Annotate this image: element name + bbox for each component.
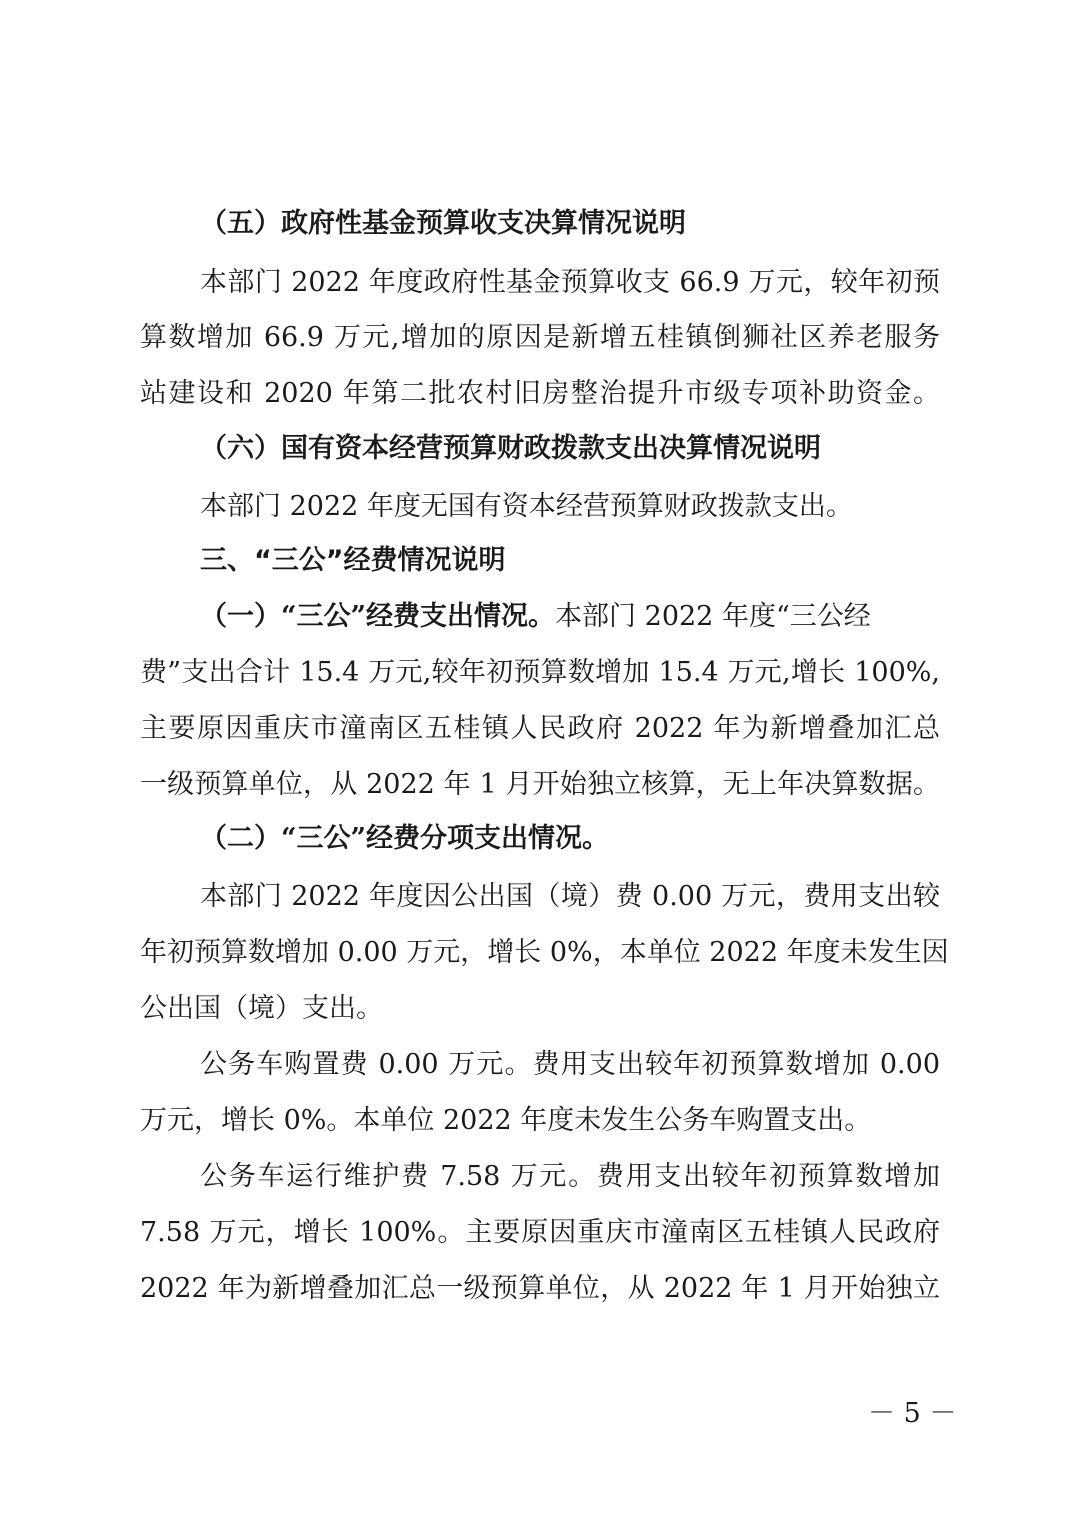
page-number: － 5 －	[868, 1398, 957, 1429]
section-heading-three-public: 三、“三公”经费情况说明	[200, 545, 506, 576]
inline-heading-three-public-spending: （一）“三公”经费支出情况。	[200, 601, 556, 632]
paragraph-line: 2022 年为新增叠加汇总一级预算单位，从 2022 年 1 月开始独立	[140, 1273, 940, 1304]
paragraph-line: 万元，增长 0%。本单位 2022 年度未发生公务车购置支出。	[140, 1105, 872, 1136]
paragraph-line: 公出国（境）支出。	[140, 993, 383, 1024]
paragraph-line: 主要原因重庆市潼南区五桂镇人民政府 2022 年为新增叠加汇总	[140, 713, 940, 744]
paragraph-line	[200, 597, 940, 637]
paragraph-line: 7.58 万元，增长 100%。主要原因重庆市潼南区五桂镇人民政府	[140, 1217, 940, 1248]
section-heading-itemized-spending: （二）“三公”经费分项支出情况。	[200, 823, 610, 854]
paragraph-line: 本部门 2022 年度无国有资本经营预算财政拨款支出。	[200, 491, 853, 522]
paragraph-line: 年初预算数增加 0.00 万元，增长 0%，本单位 2022 年度未发生因	[140, 937, 949, 968]
paragraph-line: 算数增加 66.9 万元,增加的原因是新增五桂镇倒狮社区养老服务	[140, 322, 940, 353]
paragraph-line: 站建设和 2020 年第二批农村旧房整治提升市级专项补助资金。	[140, 378, 940, 409]
section-heading-state-capital: （六）国有资本经营预算财政拨款支出决算情况说明	[200, 433, 821, 464]
paragraph-line: 本部门 2022 年度因公出国（境）费 0.00 万元，费用支出较	[200, 881, 940, 912]
paragraph-line: 一级预算单位，从 2022 年 1 月开始独立核算，无上年决算数据。	[140, 769, 940, 800]
paragraph-line: 本部门 2022 年度政府性基金预算收支 66.9 万元，较年初预	[200, 267, 940, 298]
paragraph-line: 公务车运行维护费 7.58 万元。费用支出较年初预算数增加	[200, 1161, 940, 1192]
section-heading-government-fund: （五）政府性基金预算收支决算情况说明	[200, 208, 686, 239]
paragraph-text: 本部门 2022 年度“三公经	[555, 601, 871, 632]
paragraph-line: 费”支出合计 15.4 万元,较年初预算数增加 15.4 万元,增长 100%,	[140, 657, 940, 688]
paragraph-line: 公务车购置费 0.00 万元。费用支出较年初预算数增加 0.00	[200, 1049, 940, 1080]
